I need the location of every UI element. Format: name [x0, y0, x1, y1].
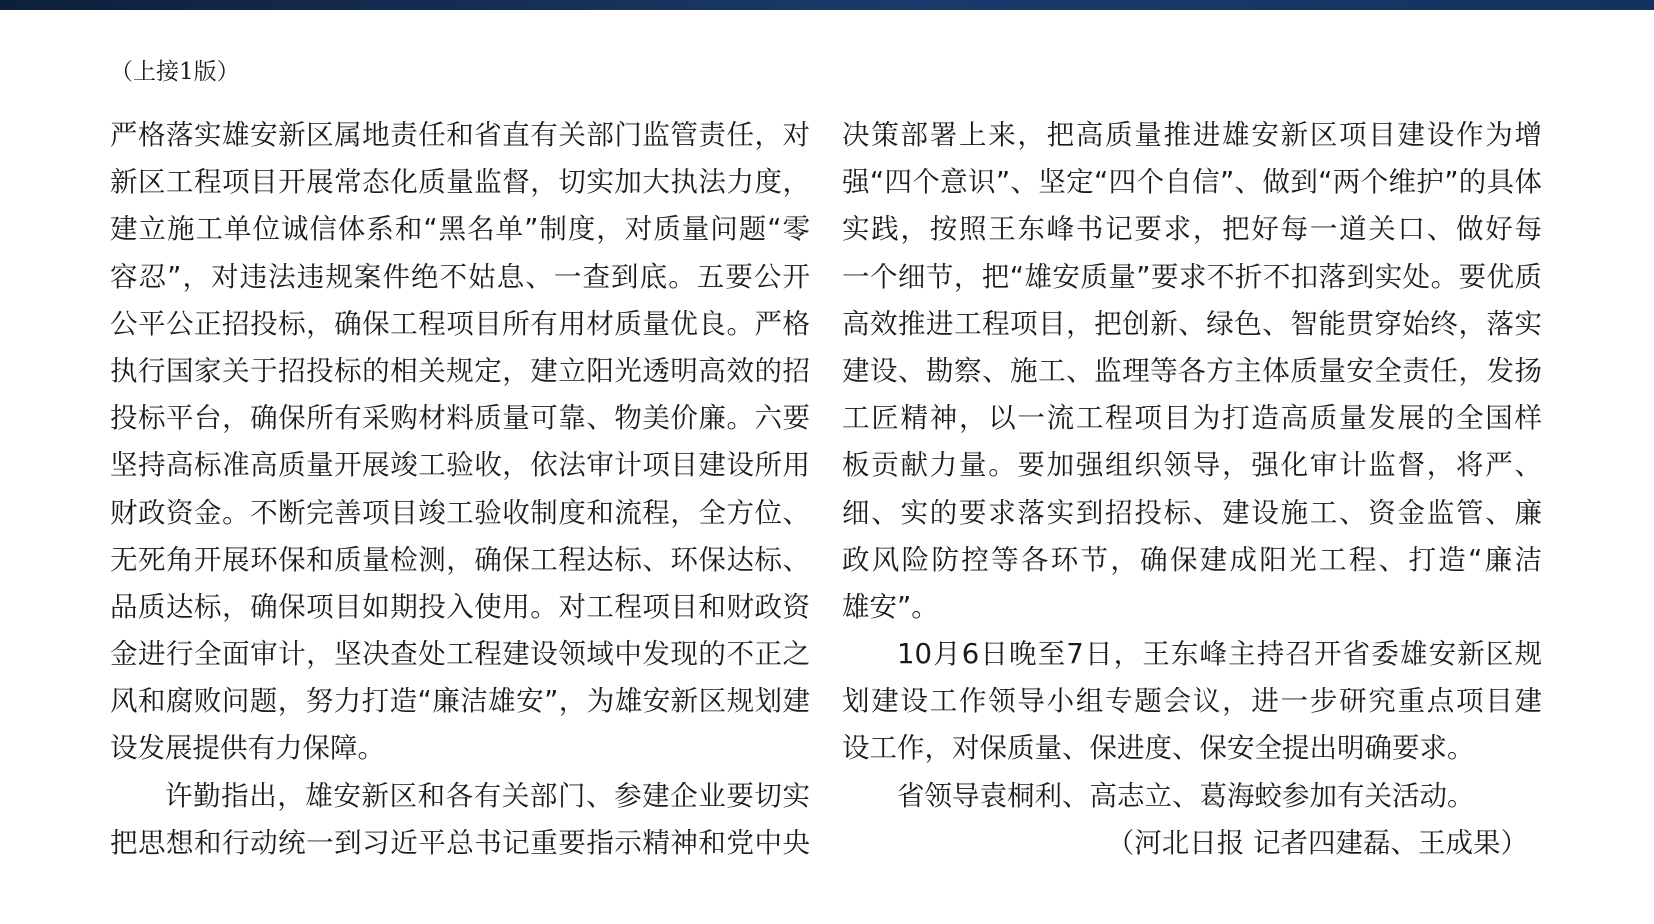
text-line: 投标平台，确保所有采购材料质量可靠、物美价廉。六要: [110, 402, 810, 435]
text-line: 坚持高标准高质量开展竣工验收，依法审计项目建设所用: [110, 449, 810, 482]
text-line: 品质达标，确保项目如期投入使用。对工程项目和财政资: [110, 590, 810, 623]
text-line: 财政资金。不断完善项目竣工验收制度和流程，全方位、: [110, 496, 810, 529]
text-line: 细、实的要求落实到招投标、建设施工、资金监管、廉: [842, 496, 1542, 529]
text-line: 执行国家关于招投标的相关规定，建立阳光透明高效的招: [110, 354, 810, 387]
text-line: 板贡献力量。要加强组织领导，强化审计监督，将严、: [842, 449, 1542, 482]
text-line: 一个细节，把“雄安质量”要求不折不扣落到实处。要优质: [842, 260, 1542, 293]
text-line: 容忍”，对违法违规案件绝不姑息、一查到底。五要公开: [110, 260, 810, 293]
text-line: 建立施工单位诚信体系和“黑名单”制度，对质量问题“零: [110, 213, 810, 246]
text-line: 实践，按照王东峰书记要求，把好每一道关口、做好每: [842, 213, 1542, 246]
text-line: 高效推进工程项目，把创新、绿色、智能贯穿始终，落实: [842, 307, 1542, 340]
paragraph-first-line: 10月6日晚至7日，王东峰主持召开省委雄安新区规: [897, 638, 1542, 671]
text-line: 政风险防控等各环节，确保建成阳光工程、打造“廉洁: [842, 543, 1542, 576]
continued-from-page-label: （上接1版）: [110, 59, 240, 85]
paragraph-first-line: 省领导袁桐利、高志立、葛海蛟参加有关活动。: [897, 779, 1475, 812]
paragraph-first-line: 许勤指出，雄安新区和各有关部门、参建企业要切实: [165, 779, 810, 812]
article-column-left: [110, 112, 810, 867]
text-line: 工匠精神，以一流工程项目为打造高质量发展的全国样: [842, 402, 1542, 435]
text-line: 风和腐败问题，努力打造“廉洁雄安”，为雄安新区规划建: [110, 685, 810, 718]
text-line: 建设、勘察、施工、监理等各方主体质量安全责任，发扬: [842, 354, 1542, 387]
text-line: 把思想和行动统一到习近平总书记重要指示精神和党中央: [110, 826, 810, 859]
text-line: 严格落实雄安新区属地责任和省直有关部门监管责任，对: [110, 119, 810, 151]
text-line: 无死角开展环保和质量检测，确保工程达标、环保达标、: [110, 543, 810, 576]
paragraph-end-line: 设工作，对保质量、保进度、保安全提出明确要求。: [842, 732, 1475, 765]
text-line: 决策部署上来，把高质量推进雄安新区项目建设作为增: [842, 119, 1542, 151]
paragraph-end-line: 雄安”。: [842, 590, 939, 623]
text-line: 公平公正招投标，确保工程项目所有用材质量优良。严格: [110, 307, 810, 340]
text-line: 新区工程项目开展常态化质量监督，切实加大执法力度，: [110, 166, 810, 199]
text-line: 强“四个意识”、坚定“四个自信”、做到“两个维护”的具体: [842, 166, 1542, 199]
top-header-bar: [0, 0, 1654, 10]
reporter-byline: （河北日报 记者四建磊、王成果）: [1106, 826, 1528, 859]
text-line: 划建设工作领导小组专题会议，进一步研究重点项目建: [842, 685, 1542, 718]
paragraph-end-line: 设发展提供有力保障。: [110, 732, 385, 765]
text-line: 金进行全面审计，坚决查处工程建设领域中发现的不正之: [110, 638, 810, 671]
article-column-right: [842, 112, 1542, 867]
